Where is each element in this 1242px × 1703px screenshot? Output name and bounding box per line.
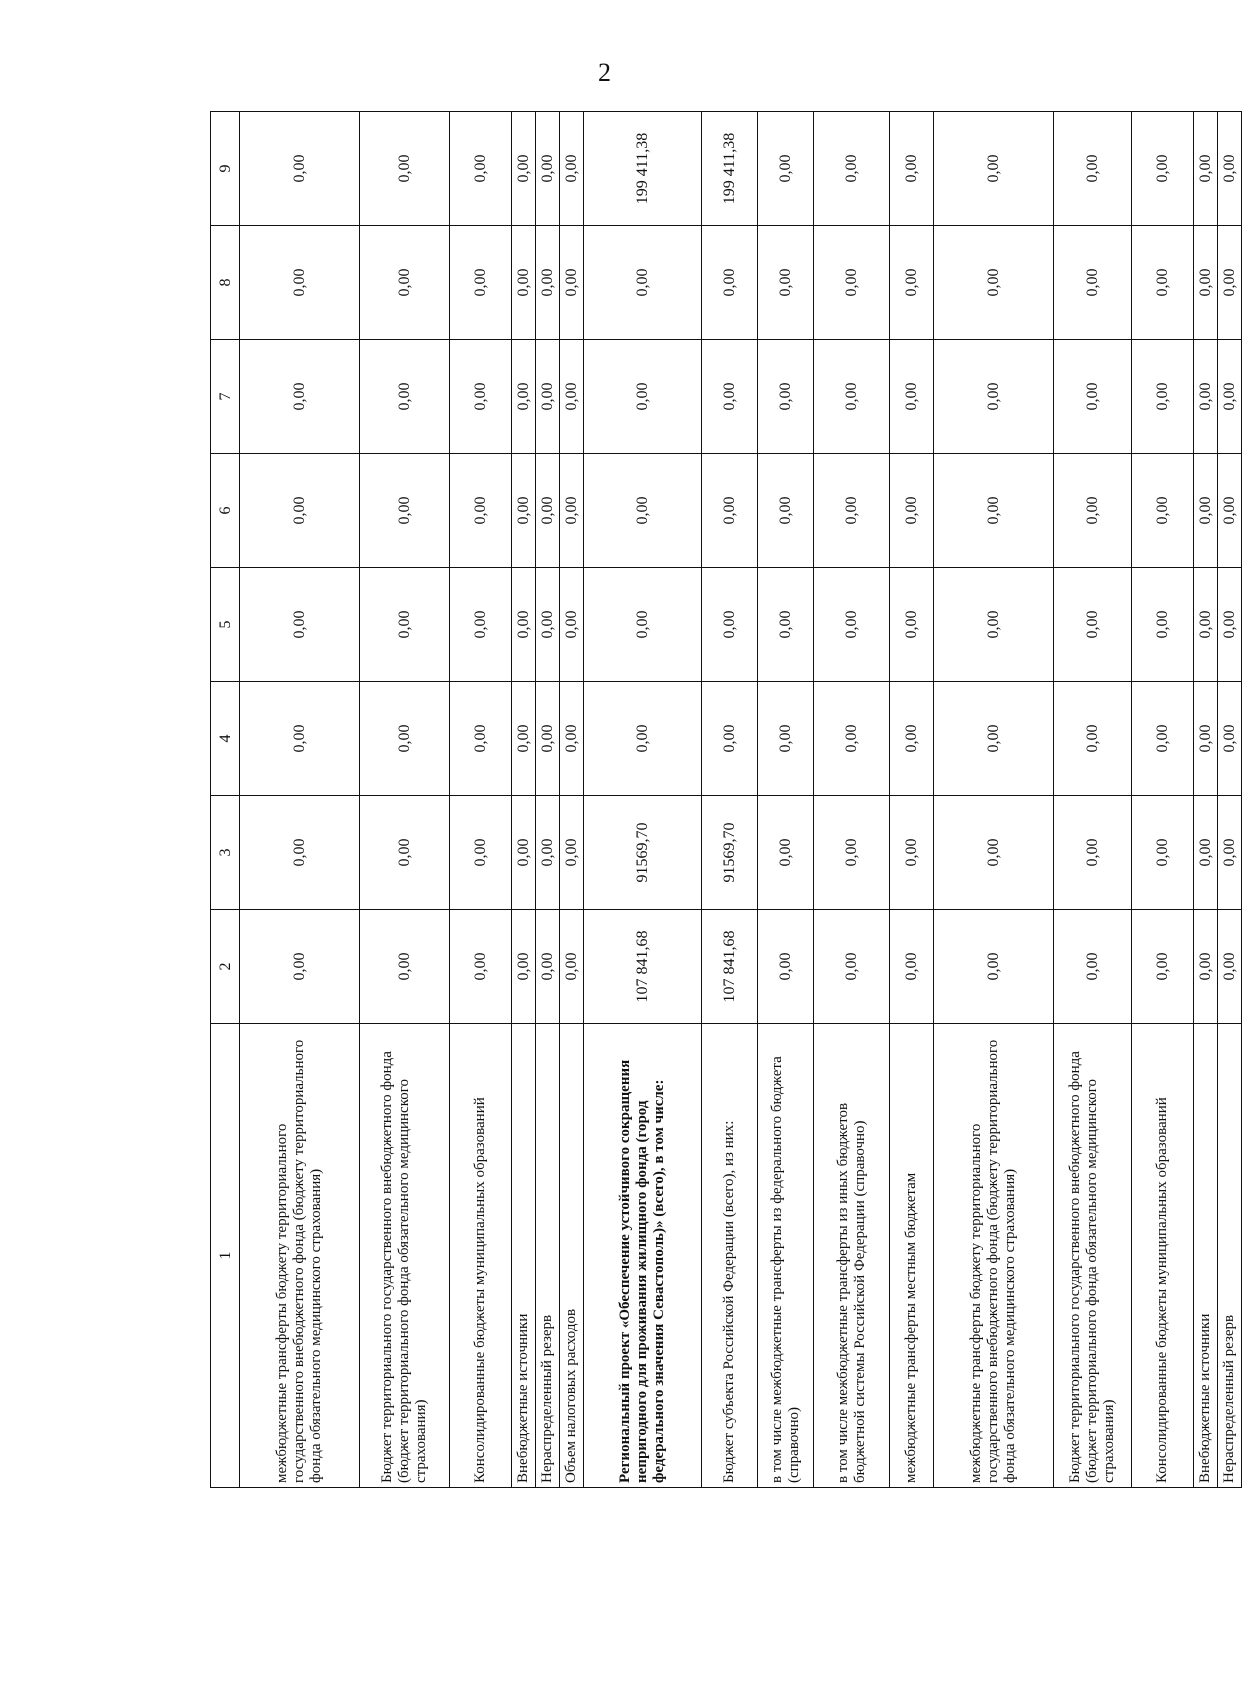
column-header: 4 <box>211 682 240 796</box>
value-cell: 0,00 <box>536 340 560 454</box>
value-cell: 0,00 <box>560 340 584 454</box>
value-cell: 0,00 <box>814 454 890 568</box>
value-cell: 107 841,68 <box>584 910 702 1024</box>
value-cell: 0,00 <box>560 568 584 682</box>
column-header: 6 <box>211 454 240 568</box>
row-label: Внебюджетные источники <box>512 1024 536 1488</box>
value-cell: 107 841,68 <box>702 910 758 1024</box>
value-cell: 0,00 <box>240 910 360 1024</box>
value-cell: 0,00 <box>702 568 758 682</box>
table-row <box>934 112 1054 1488</box>
value-cell: 0,00 <box>512 568 536 682</box>
value-cell: 0,00 <box>934 226 1054 340</box>
row-label: Консолидированные бюджеты муниципальных образований <box>1132 1024 1194 1488</box>
value-cell: 0,00 <box>360 796 450 910</box>
value-cell: 0,00 <box>890 682 934 796</box>
value-cell: 0,00 <box>1054 910 1132 1024</box>
table-row <box>1218 112 1242 1488</box>
row-label: Региональный проект «Обеспечение устойчивого сокращения непригодного для проживания жилищного фонда (город федерального значения Севастополь)» (всего), в том числе: <box>584 1024 702 1488</box>
value-cell: 0,00 <box>758 340 814 454</box>
table-row <box>1132 112 1194 1488</box>
value-cell: 0,00 <box>758 568 814 682</box>
value-cell: 0,00 <box>584 682 702 796</box>
value-cell: 0,00 <box>360 682 450 796</box>
table-row <box>758 112 814 1488</box>
value-cell: 0,00 <box>450 226 512 340</box>
value-cell: 0,00 <box>512 112 536 226</box>
value-cell: 0,00 <box>1218 796 1242 910</box>
value-cell: 0,00 <box>890 226 934 340</box>
value-cell: 0,00 <box>1054 112 1132 226</box>
value-cell: 0,00 <box>1054 454 1132 568</box>
value-cell: 91569,70 <box>584 796 702 910</box>
value-cell: 0,00 <box>758 454 814 568</box>
value-cell: 0,00 <box>1132 226 1194 340</box>
row-label: Нераспределенный резерв <box>1218 1024 1242 1488</box>
row-label: Нераспределенный резерв <box>536 1024 560 1488</box>
value-cell: 0,00 <box>240 112 360 226</box>
value-cell: 0,00 <box>584 340 702 454</box>
value-cell: 0,00 <box>890 568 934 682</box>
value-cell: 0,00 <box>1218 454 1242 568</box>
value-cell: 0,00 <box>758 910 814 1024</box>
value-cell: 0,00 <box>1054 682 1132 796</box>
value-cell: 0,00 <box>1054 226 1132 340</box>
value-cell: 0,00 <box>560 910 584 1024</box>
value-cell: 0,00 <box>560 454 584 568</box>
value-cell: 0,00 <box>512 910 536 1024</box>
column-header: 3 <box>211 796 240 910</box>
value-cell: 0,00 <box>360 112 450 226</box>
value-cell: 0,00 <box>814 796 890 910</box>
column-header: 1 <box>211 1024 240 1488</box>
row-label: Бюджет субъекта Российской Федерации (всего), из них: <box>702 1024 758 1488</box>
value-cell: 0,00 <box>450 454 512 568</box>
value-cell: 0,00 <box>240 454 360 568</box>
value-cell: 0,00 <box>890 454 934 568</box>
table-row <box>536 112 560 1488</box>
value-cell: 0,00 <box>758 112 814 226</box>
budget-table-frame <box>210 112 1238 1488</box>
row-label: межбюджетные трансферты бюджету территориального государственного внебюджетного фонда (бюджету территориального фонда обязательного медицинского страхования) <box>934 1024 1054 1488</box>
value-cell: 0,00 <box>536 226 560 340</box>
value-cell: 0,00 <box>890 910 934 1024</box>
value-cell: 0,00 <box>814 226 890 340</box>
table-row <box>1054 112 1132 1488</box>
column-header: 5 <box>211 568 240 682</box>
value-cell: 0,00 <box>1194 454 1218 568</box>
column-header: 9 <box>211 112 240 226</box>
value-cell: 0,00 <box>1218 226 1242 340</box>
value-cell: 0,00 <box>890 340 934 454</box>
value-cell: 0,00 <box>934 796 1054 910</box>
table-body <box>240 112 1242 1488</box>
value-cell: 0,00 <box>560 796 584 910</box>
value-cell: 0,00 <box>450 568 512 682</box>
header-row <box>211 112 240 1488</box>
value-cell: 0,00 <box>240 568 360 682</box>
value-cell: 0,00 <box>536 796 560 910</box>
value-cell: 0,00 <box>1194 340 1218 454</box>
table-row <box>240 112 360 1488</box>
value-cell: 0,00 <box>702 454 758 568</box>
value-cell: 0,00 <box>934 682 1054 796</box>
row-label: в том числе межбюджетные трансферты из иных бюджетов бюджетной системы Российской Федерации (справочно) <box>814 1024 890 1488</box>
value-cell: 0,00 <box>1218 568 1242 682</box>
value-cell: 0,00 <box>1054 796 1132 910</box>
value-cell: 0,00 <box>934 910 1054 1024</box>
value-cell: 0,00 <box>536 454 560 568</box>
value-cell: 0,00 <box>1132 910 1194 1024</box>
value-cell: 0,00 <box>890 796 934 910</box>
table-row <box>512 112 536 1488</box>
value-cell: 0,00 <box>240 226 360 340</box>
value-cell: 0,00 <box>758 796 814 910</box>
value-cell: 0,00 <box>814 112 890 226</box>
column-header: 7 <box>211 340 240 454</box>
value-cell: 0,00 <box>560 112 584 226</box>
value-cell: 0,00 <box>1218 682 1242 796</box>
value-cell: 0,00 <box>934 340 1054 454</box>
table-row <box>450 112 512 1488</box>
value-cell: 0,00 <box>758 226 814 340</box>
value-cell: 0,00 <box>512 340 536 454</box>
value-cell: 0,00 <box>536 682 560 796</box>
row-label: Бюджет территориального государственного внебюджетного фонда (бюджет территориального фонда обязательного медицинского страхования) <box>1054 1024 1132 1488</box>
value-cell: 0,00 <box>702 682 758 796</box>
table-row <box>702 112 758 1488</box>
value-cell: 199 411,38 <box>702 112 758 226</box>
value-cell: 0,00 <box>1194 226 1218 340</box>
value-cell: 0,00 <box>1132 340 1194 454</box>
value-cell: 0,00 <box>1132 568 1194 682</box>
value-cell: 0,00 <box>240 340 360 454</box>
value-cell: 0,00 <box>1218 910 1242 1024</box>
value-cell: 0,00 <box>512 682 536 796</box>
value-cell: 0,00 <box>536 910 560 1024</box>
value-cell: 0,00 <box>512 454 536 568</box>
value-cell: 0,00 <box>814 568 890 682</box>
column-header: 2 <box>211 910 240 1024</box>
row-label: межбюджетные трансферты бюджету территориального государственного внебюджетного фонда (бюджету территориального фонда обязательного медицинского страхования) <box>240 1024 360 1488</box>
row-label: Консолидированные бюджеты муниципальных образований <box>450 1024 512 1488</box>
table-row <box>560 112 584 1488</box>
value-cell: 0,00 <box>1194 796 1218 910</box>
value-cell: 0,00 <box>1194 568 1218 682</box>
row-label: Объем налоговых расходов <box>560 1024 584 1488</box>
row-label: Внебюджетные источники <box>1194 1024 1218 1488</box>
row-label: Бюджет территориального государственного внебюджетного фонда (бюджет территориального фонда обязательного медицинского страхования) <box>360 1024 450 1488</box>
value-cell: 0,00 <box>1132 682 1194 796</box>
value-cell: 0,00 <box>450 796 512 910</box>
value-cell: 0,00 <box>1194 112 1218 226</box>
value-cell: 0,00 <box>360 568 450 682</box>
row-label: в том числе межбюджетные трансферты из федерального бюджета (справочно) <box>758 1024 814 1488</box>
value-cell: 0,00 <box>758 682 814 796</box>
value-cell: 0,00 <box>814 340 890 454</box>
value-cell: 0,00 <box>1132 112 1194 226</box>
row-label: межбюджетные трансферты местным бюджетам <box>890 1024 934 1488</box>
value-cell: 0,00 <box>1054 340 1132 454</box>
table-row <box>360 112 450 1488</box>
value-cell: 0,00 <box>240 682 360 796</box>
value-cell: 0,00 <box>814 910 890 1024</box>
value-cell: 0,00 <box>512 226 536 340</box>
value-cell: 0,00 <box>1132 796 1194 910</box>
value-cell: 0,00 <box>1132 454 1194 568</box>
value-cell: 0,00 <box>360 226 450 340</box>
budget-table <box>210 111 1242 1488</box>
value-cell: 0,00 <box>450 112 512 226</box>
value-cell: 0,00 <box>450 910 512 1024</box>
value-cell: 0,00 <box>360 910 450 1024</box>
table-row <box>814 112 890 1488</box>
value-cell: 0,00 <box>450 340 512 454</box>
value-cell: 0,00 <box>814 682 890 796</box>
value-cell: 91569,70 <box>702 796 758 910</box>
table-row <box>890 112 934 1488</box>
value-cell: 0,00 <box>702 340 758 454</box>
value-cell: 0,00 <box>702 226 758 340</box>
value-cell: 0,00 <box>360 340 450 454</box>
value-cell: 0,00 <box>1194 682 1218 796</box>
value-cell: 0,00 <box>536 112 560 226</box>
value-cell: 0,00 <box>890 112 934 226</box>
value-cell: 199 411,38 <box>584 112 702 226</box>
value-cell: 0,00 <box>934 454 1054 568</box>
value-cell: 0,00 <box>584 454 702 568</box>
value-cell: 0,00 <box>1054 568 1132 682</box>
value-cell: 0,00 <box>584 226 702 340</box>
value-cell: 0,00 <box>450 682 512 796</box>
value-cell: 0,00 <box>934 568 1054 682</box>
value-cell: 0,00 <box>360 454 450 568</box>
value-cell: 0,00 <box>560 682 584 796</box>
value-cell: 0,00 <box>584 568 702 682</box>
value-cell: 0,00 <box>1218 340 1242 454</box>
table-row <box>1194 112 1218 1488</box>
value-cell: 0,00 <box>240 796 360 910</box>
value-cell: 0,00 <box>1218 112 1242 226</box>
page-number: 2 <box>598 58 611 87</box>
value-cell: 0,00 <box>512 796 536 910</box>
value-cell: 0,00 <box>1194 910 1218 1024</box>
column-header: 8 <box>211 226 240 340</box>
value-cell: 0,00 <box>536 568 560 682</box>
value-cell: 0,00 <box>560 226 584 340</box>
table-row <box>584 112 702 1488</box>
value-cell: 0,00 <box>934 112 1054 226</box>
